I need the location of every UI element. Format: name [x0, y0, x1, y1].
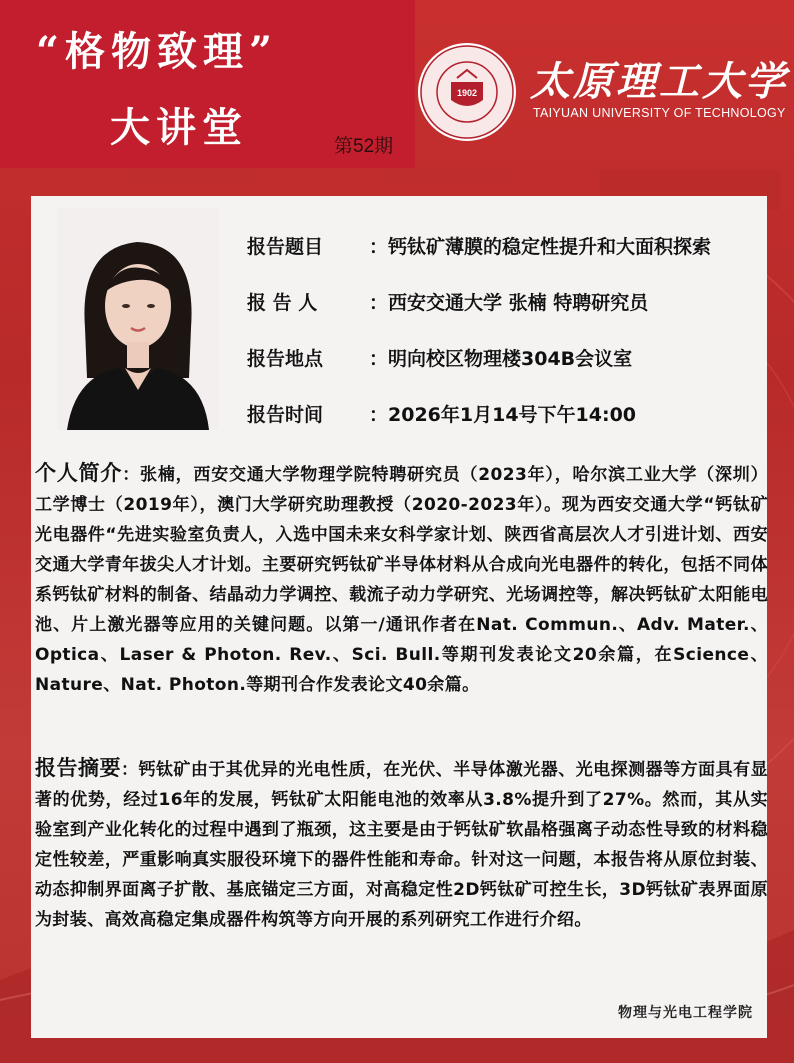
info-topic-value: ：钙钛矿薄膜的稳定性提升和大面积探索 — [369, 236, 712, 258]
info-topic — [247, 232, 711, 259]
university-name-en: TAIYUAN UNIVERSITY OF TECHNOLOGY — [533, 106, 786, 120]
info-speaker-value: ：西安交通大学 张楠 特聘研究员 — [369, 292, 649, 314]
info-time-label: 报告时间 — [247, 404, 324, 426]
bio-heading: 个人简介 — [35, 461, 123, 485]
abstract-text: ：钙钛矿由于其优异的光电性质，在光伏、半导体激光器、光电探测器等方面具有显著的优势，经过16年的发展，钙钛矿太阳能电池的效率从3.8%提升到了27%。然而，其从实验室到产业化转化的过程中遇到了瓶颈，这主要是由于钙钛矿软晶格强离子动态性导致的材料稳定性较差，严重影响真实服役环境下的器件性能和寿命。针对这一问题，本报告将从原位封装、动态抑制界面离子扩散、基底锚定三方面，对高稳定性2D钙钛矿可控生长，3D钙钛矿表界面原为封装、高效高稳定集成器件构筑等方向开展的系列研究工作进行介绍。 — [35, 760, 768, 930]
speaker-bio — [35, 458, 768, 700]
abstract-heading: 报告摘要 — [35, 756, 121, 780]
lecture-title-block — [0, 0, 415, 168]
content-card — [31, 196, 767, 1038]
info-speaker — [247, 288, 648, 315]
speaker-photo — [57, 208, 219, 430]
info-venue — [247, 344, 632, 371]
university-emblem-icon — [417, 42, 517, 142]
university-name-zh: 太原理工大学 — [530, 58, 788, 105]
info-topic-label: 报告题目 — [247, 236, 324, 258]
issue-number: 第52期 — [334, 136, 394, 157]
info-venue-value: ：明向校区物理楼304B会议室 — [369, 348, 633, 370]
lecture-series-subtitle: 大讲堂 — [110, 104, 248, 151]
emblem-year: 1902 — [456, 88, 478, 98]
bio-text: ：张楠，西安交通大学物理学院特聘研究员（2023年），哈尔滨工业大学（深圳）工学博士（2019年），澳门大学研究助理教授（2020-2023年）。现为西安交通大学“钙钛矿光电器件“先进实验室负责人，入选中国未来女科学家计划、陕西省高层次人才引进计划、西安交通大学青年拔尖人才计划。主要研究钙钛矿半导体材料从合成向光电器件的转化，包括不同体系钙钛矿材料的制备、结晶动力学调控、载流子动力学研究、光场调控等，解决钙钛矿太阳能电池、片上激光器等应用的关键问题。以第一/通讯作者在Nat. Commun.、Adv. Mater.、Optica、Laser & Photon. Rev.、Sci. Bull.等期刊发表论文20余篇，在Science、Nature、Nat. Photon.等期刊合作发表论文40余篇。 — [35, 465, 768, 695]
info-time-value: ：2026年1月14号下午14:00 — [369, 404, 637, 426]
speaker-portrait-icon — [57, 208, 219, 430]
info-venue-label: 报告地点 — [247, 348, 324, 370]
lecture-series-title: “格物致理” — [36, 28, 279, 75]
talk-abstract — [35, 753, 768, 935]
info-speaker-label: 报 告 人 — [247, 292, 318, 314]
department-name: 物理与光电工程学院 — [618, 1005, 753, 1021]
info-time — [247, 400, 636, 427]
